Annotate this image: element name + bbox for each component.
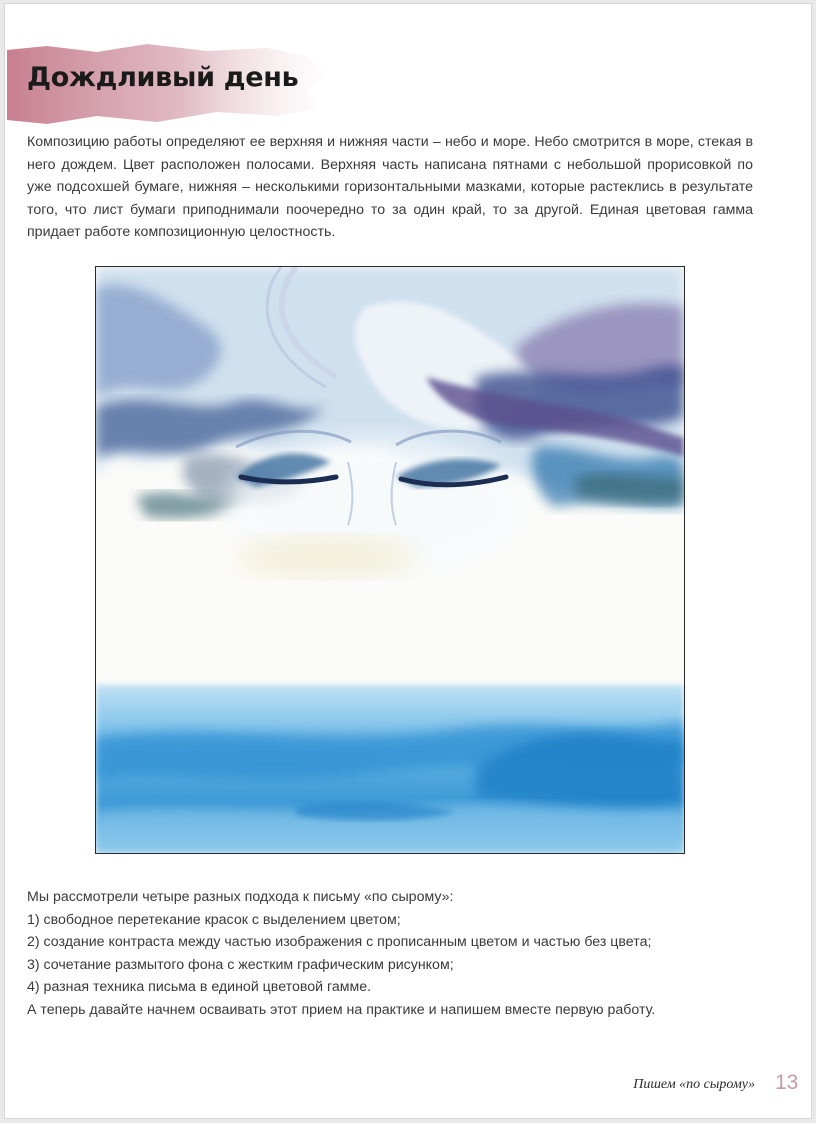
watercolor-painting	[95, 266, 685, 854]
summary-line: 1) свободное перетекание красок с выделением цветом;	[27, 911, 401, 928]
book-page	[4, 3, 812, 1119]
summary-block	[27, 886, 767, 1021]
page-title: Дождливый день	[27, 62, 299, 93]
summary-line: 4) разная техника письма в единой цветовой гамме.	[27, 979, 372, 995]
intro-paragraph: Композицию работы определяют ее верхняя и нижняя части – небо и море. Небо смотрится в море, стекая в него дождем. Цвет расположен полосами. Верхняя часть написана пятнами с небольшой прорисовкой по уже подсохшей бумаге, нижняя – несколькими горизонтальными мазками, которые растеклись в результате того, что лист бумаги приподнимали поочередно то за один край, то за другой. Единая цветовая гамма придает работе композиционную целостность.	[27, 134, 753, 240]
summary-line: Мы рассмотрели четыре разных подхода к письму «по сырому»:	[27, 889, 454, 905]
summary-line: 2) создание контраста между частью изображения с прописанным цветом и частью без цвета;	[27, 934, 652, 950]
summary-line: 3) сочетание размытого фона с жестким графическим рисунком;	[27, 956, 454, 973]
summary-line: А теперь давайте начнем осваивать этот прием на практике и напишем вместе первую работу.	[27, 1001, 656, 1018]
footer-section-title: Пишем «по сырому»	[633, 1077, 755, 1092]
page-number: 13	[775, 1071, 799, 1094]
